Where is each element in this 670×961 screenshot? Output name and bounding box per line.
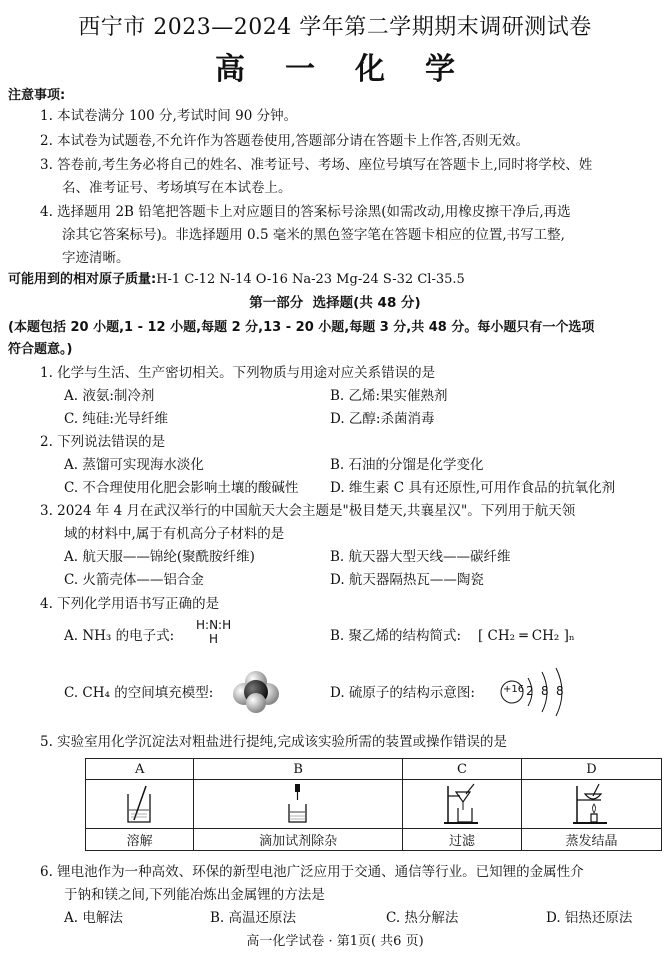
q3-option-a: A. 航天服——锦纶(聚酰胺纤维) [64, 549, 255, 565]
nh3-formula-top: H:N:H [196, 618, 232, 632]
q1-option-b: B. 乙烯:果实催熟剂 [330, 388, 448, 404]
q2-option-d: D. 维生素 C 具有还原性,可用作食品的抗氧化剂 [330, 480, 616, 496]
question-2-stem: 2. 下列说法错误的是 [40, 434, 166, 450]
question-4-stem: 4. 下列化学用语书写正确的是 [40, 596, 220, 612]
q4-option-d: D. 硫原子的结构示意图: [330, 685, 475, 701]
q3-option-d: D. 航天器隔热瓦——陶瓷 [330, 572, 484, 588]
table-cell-label: 滴加试剂除杂 [194, 829, 403, 851]
question-6-stem: 于钠和镁之间,下列能冶炼出金属锂的方法是 [64, 887, 325, 903]
dropper-apparatus-icon [194, 780, 403, 829]
atomic-mass-line [8, 270, 465, 290]
table-header: A [86, 759, 194, 780]
table-cell-label: 蒸发结晶 [521, 829, 661, 851]
q2-option-b: B. 石油的分馏是化学变化 [330, 457, 484, 473]
table-header: B [194, 759, 403, 780]
notice-item: 涂其它答案标号)。非选择题用 0.5 毫米的黑色签字笔在答题卡相应的位置,书写工整, [62, 227, 565, 243]
atomic-mass-label: 可能用到的相对原子质量: [8, 272, 157, 287]
notice-item: 2. 本试卷为试题卷,不允许作为答题卷使用,答题部分请在答题卡上作答,否则无效。 [40, 133, 530, 149]
question-6-stem: 6. 锂电池作为一种高效、环保的新型电池广泛应用于交通、通信等行业。已知锂的金属性介 [40, 864, 584, 880]
page-footer: 高一化学试卷 · 第1页( 共6 页) [246, 934, 424, 949]
sulfur-shell-3: 8 [556, 684, 564, 698]
nh3-electron-formula [196, 618, 231, 646]
ch4-space-filling-model [232, 670, 280, 714]
dissolve-apparatus-icon [86, 780, 194, 829]
notice-item: 4. 选择题用 2B 铅笔把答题卡上对应题目的答案标号涂黑(如需改动,用橡皮擦干净后,再选 [40, 204, 571, 220]
q3-option-c: C. 火箭壳体——铝合金 [64, 572, 204, 588]
sulfur-shell-2: 8 [541, 684, 549, 698]
table-header: C [403, 759, 522, 780]
part1-intro: 符合题意。) [8, 342, 73, 357]
nh3-formula-bottom: H [209, 632, 219, 646]
subject-title: 高一化学 [215, 52, 495, 87]
q1-option-a: A. 液氨:制冷剂 [64, 388, 155, 404]
q1-option-d: D. 乙醇:杀菌消毒 [330, 411, 435, 427]
q6-option-c: C. 热分解法 [386, 910, 459, 926]
table-cell-label: 过滤 [403, 829, 522, 851]
q3-option-b: B. 航天器大型天线——碳纤维 [330, 549, 511, 565]
table-header: D [521, 759, 661, 780]
sulfur-nucleus-charge: +16 [503, 684, 525, 695]
q6-option-b: B. 高温还原法 [210, 910, 297, 926]
atomic-mass-values: H-1 C-12 N-14 O-16 Na-23 Mg-24 S-32 Cl-35.5 [156, 272, 465, 287]
q6-option-d: D. 铝热还原法 [546, 910, 633, 926]
apparatus-table [85, 758, 662, 851]
evaporation-apparatus-icon [521, 780, 661, 829]
q6-option-a: A. 电解法 [64, 910, 123, 926]
question-3-stem: 3. 2024 年 4 月在武汉举行的中国航天大会主题是"极目楚天,共襄星汉"。下列用于航天领 [40, 503, 576, 519]
polyethylene-formula: [ CH₂ ═ CH₂ ]ₙ [478, 628, 575, 644]
question-1-stem: 1. 化学与生活、生产密切相关。下列物质与用途对应关系错误的是 [40, 365, 436, 381]
notice-item: 3. 答卷前,考生务必将自己的姓名、准考证号、考场、座位号填写在答题卡上,同时将学校、姓 [40, 157, 593, 173]
notice-item: 1. 本试卷满分 100 分,考试时间 90 分钟。 [40, 108, 298, 124]
q2-option-c: C. 不合理使用化肥会影响土壤的酸碱性 [64, 480, 299, 496]
q4-option-a: A. NH₃ 的电子式: [64, 628, 175, 644]
table-cell-label: 溶解 [86, 829, 194, 851]
part1-heading: 第一部分 选择题(共 48 分) [249, 295, 421, 311]
part1-intro: (本题包括 20 小题,1 - 12 小题,每题 2 分,13 - 20 小题,每题 3 分,共 48 分。每小题只有一个选项 [8, 320, 595, 335]
question-5-stem: 5. 实验室用化学沉淀法对粗盐进行提纯,完成该实验所需的装置或操作错误的是 [40, 734, 507, 750]
q4-option-b: B. 聚乙烯的结构简式: [330, 628, 462, 644]
q1-option-c: C. 纯硅:光导纤维 [64, 411, 168, 427]
notice-item: 字迹清晰。 [62, 250, 130, 266]
q2-option-a: A. 蒸馏可实现海水淡化 [64, 457, 204, 473]
q4-option-c: C. CH₄ 的空间填充模型: [64, 685, 214, 701]
notice-item: 名、准考证号、考场填写在本试卷上。 [62, 180, 292, 196]
filtration-apparatus-icon [403, 780, 522, 829]
notice-heading: 注意事项: [8, 88, 66, 103]
exam-title: 西宁市 2023—2024 学年第二学期期末调研测试卷 [78, 15, 592, 40]
question-3-stem: 域的材料中,属于有机高分子材料的是 [64, 526, 285, 542]
sulfur-shell-1: 2 [526, 684, 534, 698]
